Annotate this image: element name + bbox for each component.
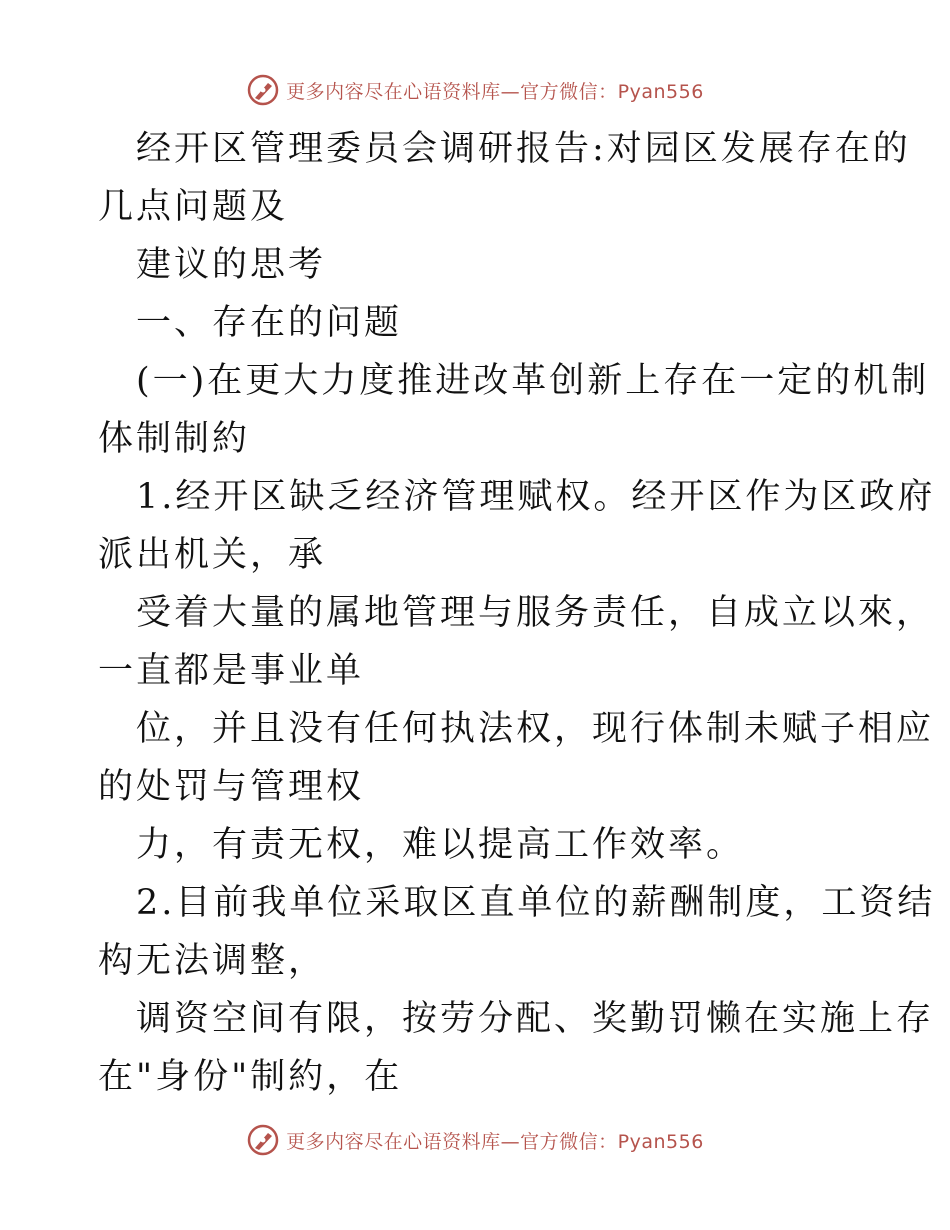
- document-line: 建议的思考: [136, 245, 327, 285]
- document-line: 经开区管理委员会调研报告:对园区发展存在的: [136, 129, 911, 169]
- document-line: 位，并且没有任何执法权，现行体制未赋子相应: [136, 709, 935, 749]
- document-line: 2.目前我单位采取区直单位的薪酬制度，工资结: [136, 883, 936, 923]
- watermark-banner-top: [0, 70, 950, 110]
- document-line: 1.经开区缺乏经济管理赋权。经开区作为区政府: [136, 477, 936, 517]
- watermark-text: 更多内容尽在心语资料库—官方微信：Pyan556: [286, 1130, 704, 1153]
- document-line: 几点问题及: [98, 187, 289, 227]
- pen-circle-logo-icon: [246, 1123, 280, 1157]
- document-line: 在"身份"制約，在: [98, 1057, 403, 1097]
- document-line: 一直都是事业单: [98, 651, 365, 691]
- document-line: (一)在更大力度推进改革创新上存在一定的机制: [136, 361, 930, 401]
- document-body: [98, 120, 936, 1106]
- document-line: 一、存在的问题: [136, 303, 403, 343]
- pen-circle-logo-icon: [246, 73, 280, 107]
- document-line: 调资空间有限，按劳分配、奖勤罚懒在实施上存: [136, 999, 935, 1039]
- document-line: 力，有责无权，难以提高工作效率。: [136, 825, 745, 865]
- document-line: 的处罚与管理权: [98, 767, 365, 807]
- document-line: 体制制約: [98, 419, 251, 459]
- document-line: 派出机关，承: [98, 535, 327, 575]
- document-line: 受着大量的属地管理与服务责任，自成立以來，: [136, 593, 935, 633]
- watermark-text: 更多内容尽在心语资料库—官方微信：Pyan556: [286, 80, 704, 103]
- document-line: 构无法调整，: [98, 941, 327, 981]
- watermark-banner-bottom: [0, 1120, 950, 1160]
